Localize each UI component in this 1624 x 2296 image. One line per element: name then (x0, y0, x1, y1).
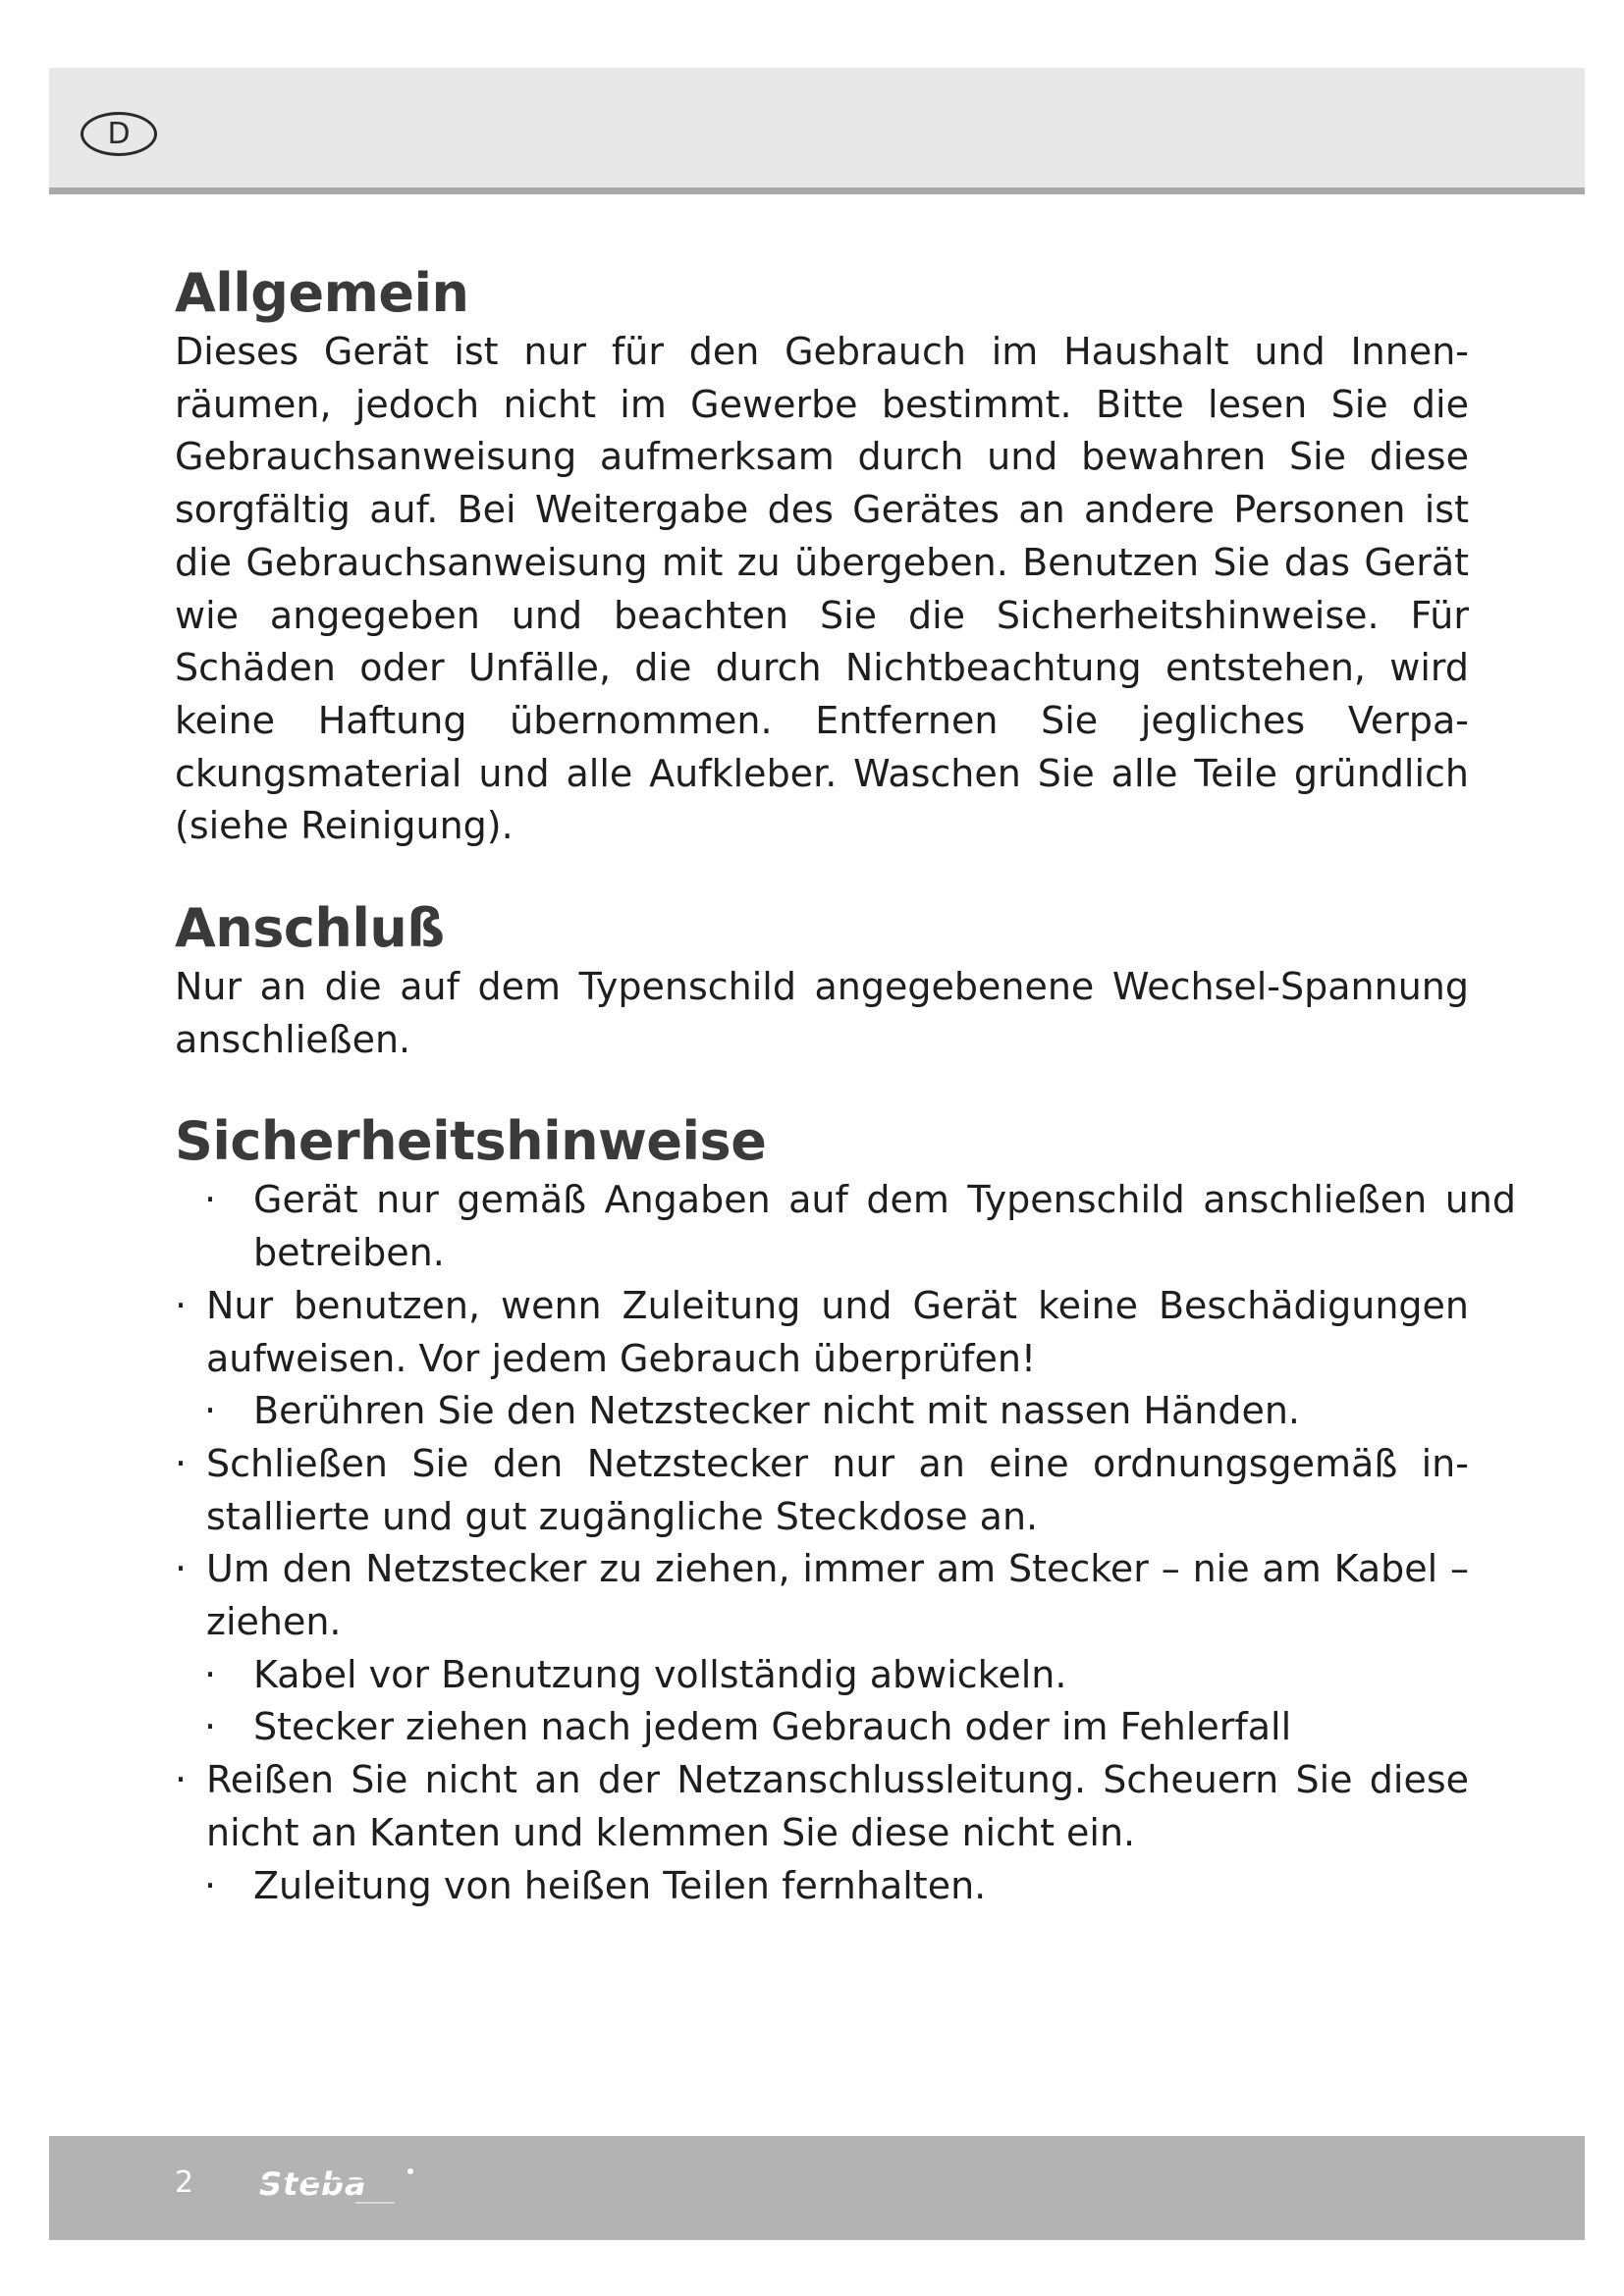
bullet-dot: · (204, 1863, 217, 1907)
safety-item: · Schließen Sie den Netzstecker nur an eine ordnungsgemäß installierte und gut zugängliche Steckdose an. (175, 1438, 1469, 1543)
section-title-general: Allgemein (175, 262, 469, 324)
steba-logo (257, 2160, 424, 2209)
section-text-general: Dieses Gerät ist nur für den Gebrauch im Haushalt und Innenräumen, jedoch nicht im Gewerbe bestimmt. Bitte lesen Sie die Gebrauchsanweisung aufmerksam durch und bewahren Sie diese sorgfältig auf. Bei Weitergabe des Gerätes an andere Personen ist die Gebrauchsanweisung mit zu übergeben. Benutzen Sie das Gerät wie angegeben und beachten Sie die Sicherheitshinweise. Für Schäden oder Unfälle, die durch Nichtbeachtung entstehen, wird keine Haftung übernommen. Entfernen Sie jegliches Verpackungsmaterial und alle Aufkleber. Waschen Sie alle Teile gründlich (siehe Reinigung). (175, 330, 1469, 848)
safety-item: · Um den Netzstecker zu ziehen, immer am Stecker – nie am Kabel – ziehen. (175, 1543, 1469, 1648)
safety-item: · Berühren Sie den Netzstecker nicht mit nassen Händen. (175, 1385, 1469, 1438)
safety-item: · Nur benutzen, wenn Zuleitung und Gerät keine Beschädigungen aufweisen. Vor jedem Gebrauch überprüfen! (175, 1280, 1469, 1385)
safety-item: · Gerät nur gemäß Angaben auf dem Typenschild anschließen und betreiben. (175, 1174, 1516, 1279)
safety-item: · Reißen Sie nicht an der Netzanschlussleitung. Scheuern Sie diese nicht an Kanten und klemmen Sie diese nicht ein. (175, 1754, 1469, 1859)
safety-item: · Kabel vor Benutzung vollständig abwickeln. (175, 1649, 1469, 1702)
bullet-dot: · (204, 1705, 217, 1749)
header-bar (49, 68, 1585, 194)
language-badge: D (81, 112, 157, 156)
safety-item: · Zuleitung von heißen Teilen fernhalten. (175, 1860, 1469, 1913)
page-number: 2 (175, 2165, 194, 2200)
svg-text:Steba: Steba (259, 2165, 367, 2203)
safety-list (175, 1174, 1516, 1912)
page-content (175, 261, 1516, 1955)
bullet-dot: · (204, 1178, 217, 1222)
bullet-dot: · (204, 1389, 217, 1433)
bullet-dot: · (175, 1283, 188, 1327)
section-general (175, 261, 1469, 853)
bullet-dot: · (175, 1441, 188, 1485)
footer-bar (49, 2136, 1585, 2240)
bullet-dot: · (175, 1547, 188, 1591)
bullet-dot: · (175, 1758, 188, 1802)
section-text-connection: Nur an die auf dem Typenschild angegebenene Wechsel-Spannung anschließen. (175, 965, 1469, 1061)
section-connection (175, 896, 1469, 1066)
section-safety (175, 1109, 1516, 1912)
section-title-safety: Sicherheitshinweise (175, 1110, 767, 1173)
safety-item: · Stecker ziehen nach jedem Gebrauch oder im Fehlerfall (175, 1701, 1469, 1754)
bullet-dot: · (204, 1652, 217, 1696)
section-title-connection: Anschluß (175, 897, 445, 960)
